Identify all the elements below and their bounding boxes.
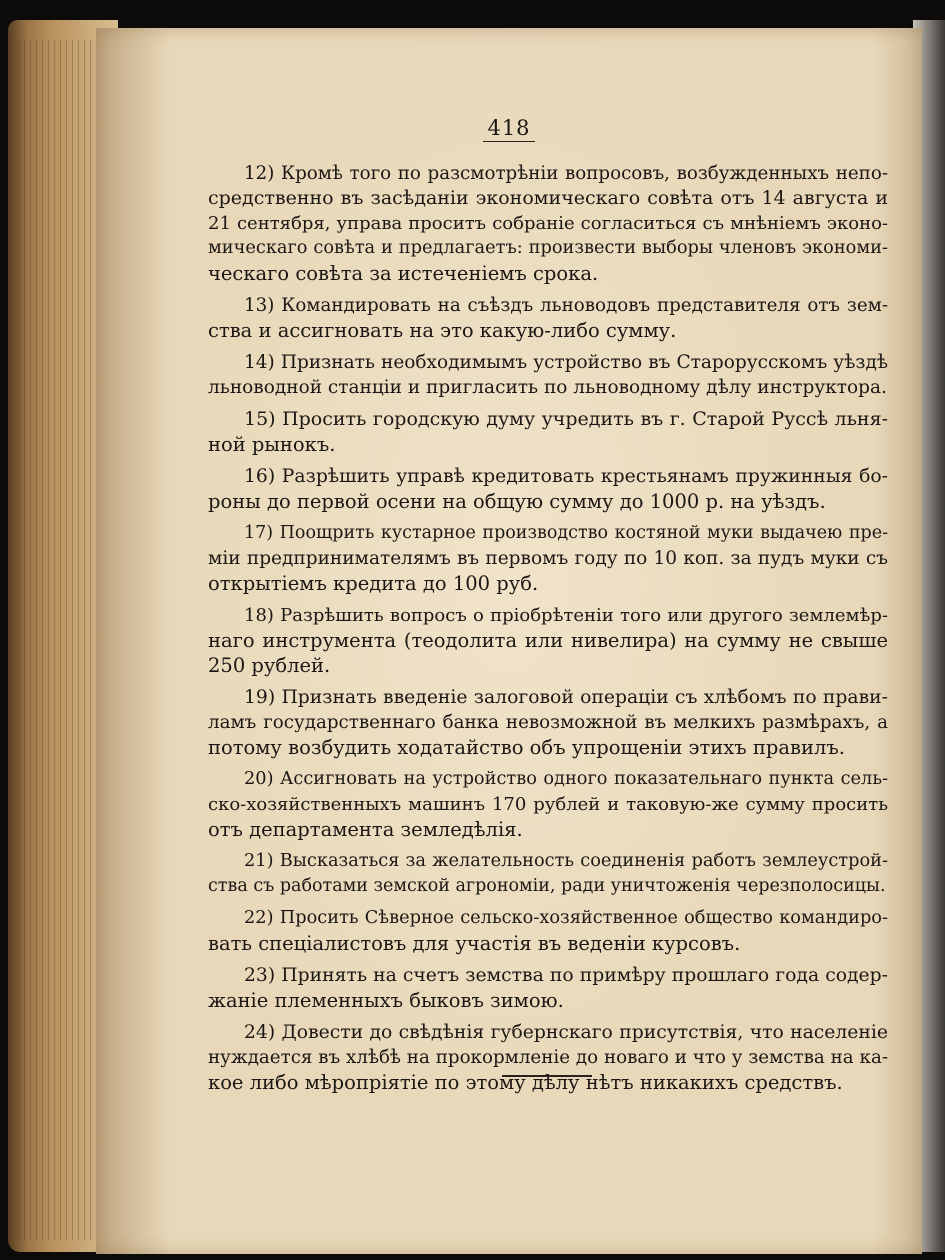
text-line: 21 сентября, управа проситъ собраніе согласиться съ мнѣніемъ эконо- bbox=[208, 213, 888, 234]
text-line: 22) Просить Сѣверное сельско-хозяйственное общество командиро- bbox=[244, 908, 888, 928]
text-line: 16) Разрѣшить управѣ кредитовать крестьянамъ пружинныя бо- bbox=[244, 466, 888, 487]
text-line: ламъ государственнаго банка невозможной въ мелкихъ размѣрахъ, а bbox=[208, 712, 888, 733]
text-line: отъ департамента земледѣлія. bbox=[208, 818, 523, 841]
text-line: мическаго совѣта и предлагаетъ: произвести выборы членовъ экономи- bbox=[208, 238, 888, 258]
body-text bbox=[208, 161, 888, 1102]
text-line: 21) Высказаться за желательность соединенія работъ землеустрой- bbox=[244, 851, 888, 871]
text-line: 18) Разрѣшить вопросъ о пріобрѣтеніи того или другого землемѣр- bbox=[244, 605, 888, 626]
text-line: 250 рублей. bbox=[208, 654, 331, 677]
text-line: 12) Кромѣ того по разсмотрѣніи вопросовъ, возбужденныхъ непо- bbox=[244, 163, 888, 184]
text-line: 17) Поощрить кустарное производство костяной муки выдачею пре- bbox=[244, 523, 888, 543]
text-line: потому возбудить ходатайство объ упрощеніи этихъ правилъ. bbox=[208, 736, 845, 759]
paragraph bbox=[208, 161, 888, 286]
text-line: 15) Просить городскую думу учредить въ г. Старой Руссѣ льня- bbox=[244, 408, 888, 430]
text-line: ско-хозяйственныхъ машинъ 170 рублей и таковую-же сумму просить bbox=[208, 794, 888, 815]
text-line: міи предпринимателямъ въ первомъ году по 10 коп. за пудъ муки съ bbox=[208, 548, 888, 569]
text-line: 23) Принять на счетъ земства по примѣру прошлаго года содер- bbox=[244, 965, 888, 986]
text-line: наго инструмента (теодолита или нивелира) на сумму не свыше bbox=[208, 629, 888, 652]
text-line: нуждается въ хлѣбѣ на прокормленіе до новаго и что у земства на ка- bbox=[208, 1047, 888, 1068]
page-edge-texture bbox=[18, 40, 108, 1240]
paragraph bbox=[208, 407, 888, 457]
text-line: жаніе племенныхъ быковъ зимою. bbox=[208, 989, 564, 1012]
text-line: кое либо мѣропріятіе по этому дѣлу нѣтъ никакихъ средствъ. bbox=[208, 1071, 843, 1094]
paragraph bbox=[208, 293, 888, 343]
paragraph bbox=[208, 521, 888, 596]
paragraph bbox=[208, 603, 888, 678]
text-line: ства и ассигновать на это какую-либо сумму. bbox=[208, 319, 677, 342]
text-line: ства съ работами земской агрономіи, ради уничтоженія черезполосицы. bbox=[208, 876, 886, 896]
paper-page bbox=[96, 28, 922, 1254]
text-line: льноводной станціи и пригласить по льноводному дѣлу инструктора. bbox=[208, 377, 887, 398]
paragraph bbox=[208, 685, 888, 760]
text-line: 14) Признать необходимымъ устройство въ Старорусскомъ уѣздѣ bbox=[244, 352, 888, 373]
paragraph bbox=[208, 1020, 888, 1095]
paragraph bbox=[208, 350, 888, 400]
text-line: открытіемъ кредита до 100 руб. bbox=[208, 572, 539, 595]
paragraph bbox=[208, 906, 888, 956]
text-line: роны до первой осени на общую сумму до 1000 р. на уѣздъ. bbox=[208, 490, 826, 513]
page-number-text: 418 bbox=[483, 116, 534, 142]
text-line: ной рынокъ. bbox=[208, 433, 336, 456]
text-line: 24) Довести до свѣдѣнія губернскаго присутствія, что населеніе bbox=[244, 1022, 888, 1043]
paragraph bbox=[208, 767, 888, 842]
text-line: ческаго совѣта за истеченіемъ срока. bbox=[208, 262, 599, 285]
end-rule bbox=[502, 1075, 592, 1077]
text-line: 13) Командировать на съѣздъ льноводовъ представителя отъ зем- bbox=[244, 295, 888, 316]
paragraph bbox=[208, 849, 888, 899]
text-line: вать спеціалистовъ для участія въ веденіи курсовъ. bbox=[208, 932, 741, 955]
page-number bbox=[96, 116, 922, 142]
text-line: 19) Признать введеніе залоговой операціи съ хлѣбомъ по прави- bbox=[244, 687, 888, 708]
paragraph bbox=[208, 963, 888, 1013]
text-line: средственно въ засѣданіи экономическаго совѣта отъ 14 августа и bbox=[208, 187, 888, 209]
text-line: 20) Ассигновать на устройство одного показательнаго пункта сель- bbox=[244, 769, 888, 789]
paragraph bbox=[208, 464, 888, 514]
